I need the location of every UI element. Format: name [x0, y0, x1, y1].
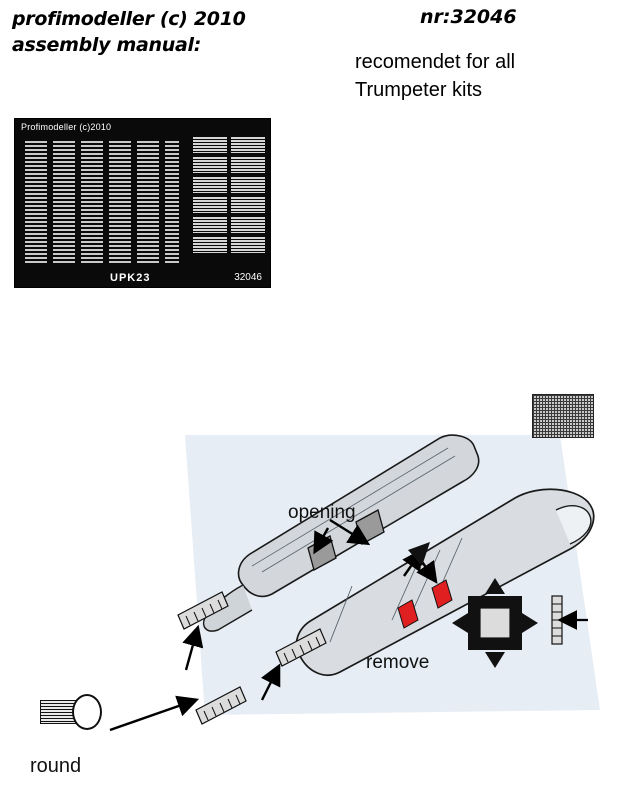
fret-ladder-part — [231, 217, 265, 233]
label-remove: remove — [366, 652, 430, 673]
fret-strip-column — [109, 141, 131, 265]
catalog-number: nr:32046 — [420, 6, 517, 28]
mesh-screen-part — [532, 394, 594, 438]
assembly-diagram — [0, 380, 619, 800]
round-shape-indicator — [72, 694, 102, 730]
brand-line-2: assembly manual: — [12, 34, 202, 56]
fret-ladder-part — [231, 177, 265, 193]
fret-ladder-part — [231, 237, 265, 253]
label-round: round — [30, 755, 82, 777]
brand-line-1: profimodeller (c) 2010 — [12, 8, 246, 30]
assembly-artwork — [0, 380, 619, 800]
fret-ladder-part — [193, 197, 227, 213]
fret-ladder-part — [193, 137, 227, 153]
fret-strip-column — [137, 141, 159, 265]
fret-ladder-part — [193, 217, 227, 233]
recommendation-text: recomendet for all Trumpeter kits — [355, 51, 516, 101]
fret-ladder-part — [193, 237, 227, 253]
fret-photo — [14, 118, 271, 288]
fret-ladder-part — [231, 137, 265, 153]
fret-strip-column — [25, 141, 47, 265]
brand-heading — [12, 6, 312, 58]
fret-ladder-part — [231, 157, 265, 173]
fret-set-code: UPK23 — [110, 272, 151, 284]
fret-strip-column — [81, 141, 103, 265]
fret-ladder-part — [193, 177, 227, 193]
fret-ladder-part — [193, 157, 227, 173]
label-opening: opening — [288, 502, 356, 523]
fret-title: Profimodeller (c)2010 — [21, 122, 112, 132]
fret-set-number: 32046 — [234, 272, 262, 283]
fret-ladder-part — [231, 197, 265, 213]
fret-strip-column — [53, 141, 75, 265]
fret-strip-column — [165, 141, 179, 265]
